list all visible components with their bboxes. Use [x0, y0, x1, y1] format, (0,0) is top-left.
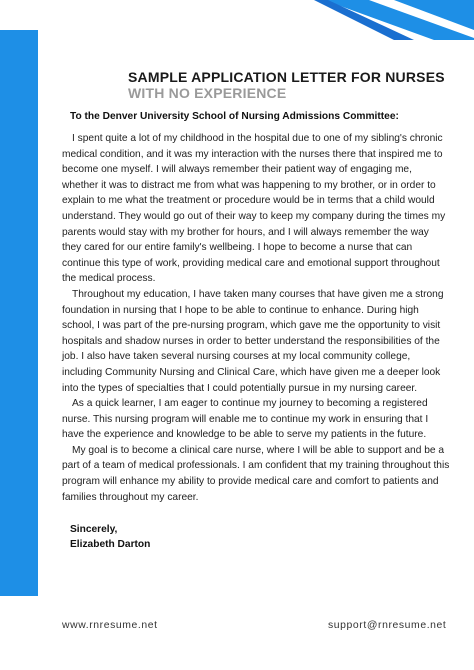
- footer-website-link[interactable]: www.rnresume.net: [62, 620, 158, 631]
- paragraph: Throughout my education, I have taken many courses that have given me a strong foundation in nursing that I hope to be able to continue to enhance. During high school, I was part of the pre-nursing program, which gave me the opportunity to visit hospitals and shadow nurses in order to better understand the responsibilities of the job. I also have taken several nursing courses at my local community college, including Community Nursing and Clinical Care, which have given me a deeper look into the types of specialties that I could potentially pursue in my nursing career.: [62, 288, 444, 394]
- salutation: To the Denver University School of Nursing Admissions Committee:: [70, 111, 399, 122]
- footer-email-link[interactable]: support@rnresume.net: [328, 620, 447, 631]
- signature-name: Elizabeth Darton: [70, 539, 151, 550]
- letter-body: [62, 131, 450, 505]
- paragraph: My goal is to become a clinical care nurse, where I will be able to support and be a part of a team of medical professionals. I am confident that my training throughout this program will enhance my ability to provide medical care and comfort to patients and families throughout my career.: [62, 444, 450, 503]
- letter-title: [128, 69, 445, 101]
- left-accent-bar: [0, 30, 38, 596]
- valediction: Sincerely,: [70, 524, 118, 535]
- paragraph: I spent quite a lot of my childhood in the hospital due to one of my sibling's chronic medical condition, and it was my interaction with the nurses there that inspired me to become one myself. I will always remember their patient way of engaging me, whether it was to distract me from what was happening to my brother, or in order to explain to me what the treatment or procedure would be in terms that a child would understand. They would go out of their way to keep my company during the times my parents would stay with my brother for hours, and I will always remember the way they cared for our entire family's wellbeing. I hope to become a nurse that can continue this type of work, providing medical care and emotional support throughout the medical process.: [62, 133, 446, 285]
- corner-decoration: [314, 0, 474, 40]
- closing: [70, 522, 150, 552]
- paragraph: As a quick learner, I am eager to continue my journey to becoming a registered nurse. This nursing program will enable me to continue my work in ensuring that I have the experience and knowledge to be able to serve my patients in the future.: [62, 398, 429, 441]
- title-line-2: WITH NO EXPERIENCE: [128, 85, 287, 101]
- title-line-1: SAMPLE APPLICATION LETTER FOR NURSES: [128, 69, 445, 85]
